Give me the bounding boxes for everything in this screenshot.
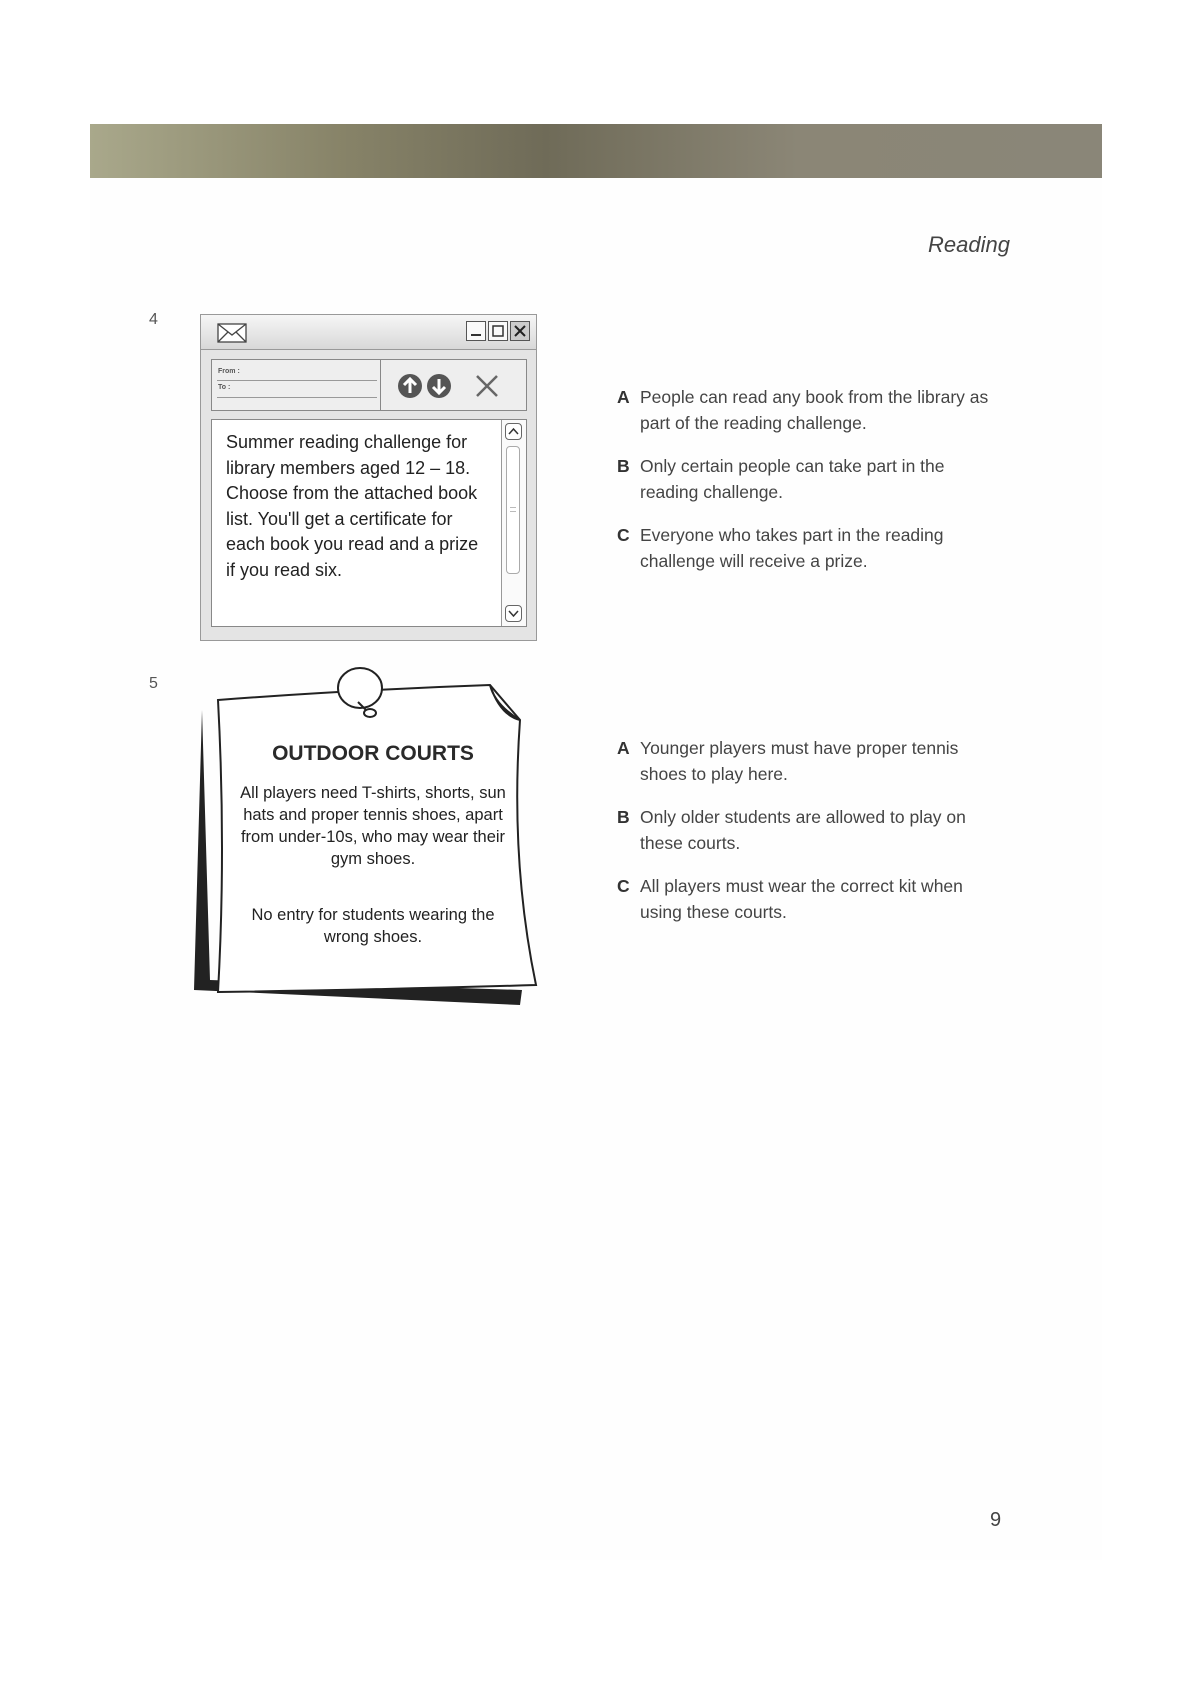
- question-number: 5: [149, 675, 158, 692]
- option-letter: B: [617, 456, 630, 476]
- option-letter: C: [617, 876, 630, 896]
- question-number: 4: [149, 311, 158, 328]
- arrow-down-icon[interactable]: [426, 373, 452, 399]
- option-letter: B: [617, 807, 630, 827]
- scrollbar[interactable]: [501, 420, 526, 626]
- close-icon[interactable]: [510, 321, 530, 341]
- email-titlebar: [201, 315, 536, 350]
- delete-icon[interactable]: [474, 373, 500, 399]
- to-label: To :: [218, 384, 231, 391]
- email-header: [211, 359, 527, 411]
- header-divider: [380, 360, 381, 410]
- email-window: [200, 314, 537, 641]
- option-letter: A: [617, 387, 630, 407]
- option-text: Only certain people can take part in the reading challenge.: [640, 456, 945, 502]
- notice-paragraph: All players need T-shirts, shorts, sun hats and proper tennis shoes, apart from under-10s, who may wear their gym shoes.: [240, 784, 506, 868]
- minimize-icon[interactable]: [466, 321, 486, 341]
- option-text: People can read any book from the library as part of the reading challenge.: [640, 387, 989, 433]
- option-text: Everyone who takes part in the reading challenge will receive a prize.: [640, 525, 944, 571]
- to-field[interactable]: [217, 397, 377, 398]
- email-message: Summer reading challenge for library members aged 12 – 18. Choose from the attached book list. You'll get a certificate for each book you read and a prize if you read six.: [226, 432, 479, 580]
- option-letter: A: [617, 738, 630, 758]
- option-text: Only older students are allowed to play on these courts.: [640, 807, 966, 853]
- from-label: From :: [218, 368, 240, 375]
- section-title: Reading: [928, 232, 1010, 257]
- option-text: Younger players must have proper tennis shoes to play here.: [640, 738, 959, 784]
- notice-paragraph: No entry for students wearing the wrong shoes.: [251, 906, 495, 946]
- page-number: 9: [990, 1509, 1002, 1531]
- notice-title: OUTDOOR COURTS: [272, 742, 474, 765]
- scroll-up-icon[interactable]: [505, 423, 522, 440]
- maximize-icon[interactable]: [488, 321, 508, 341]
- scroll-down-icon[interactable]: [505, 605, 522, 622]
- scroll-thumb[interactable]: [506, 446, 520, 574]
- email-body: [211, 419, 527, 627]
- option-letter: C: [617, 525, 630, 545]
- envelope-icon: [217, 323, 247, 343]
- arrow-up-icon[interactable]: [397, 373, 423, 399]
- header-bar: [90, 124, 1102, 178]
- from-field[interactable]: [217, 380, 377, 381]
- option-text: All players must wear the correct kit when using these courts.: [640, 876, 963, 922]
